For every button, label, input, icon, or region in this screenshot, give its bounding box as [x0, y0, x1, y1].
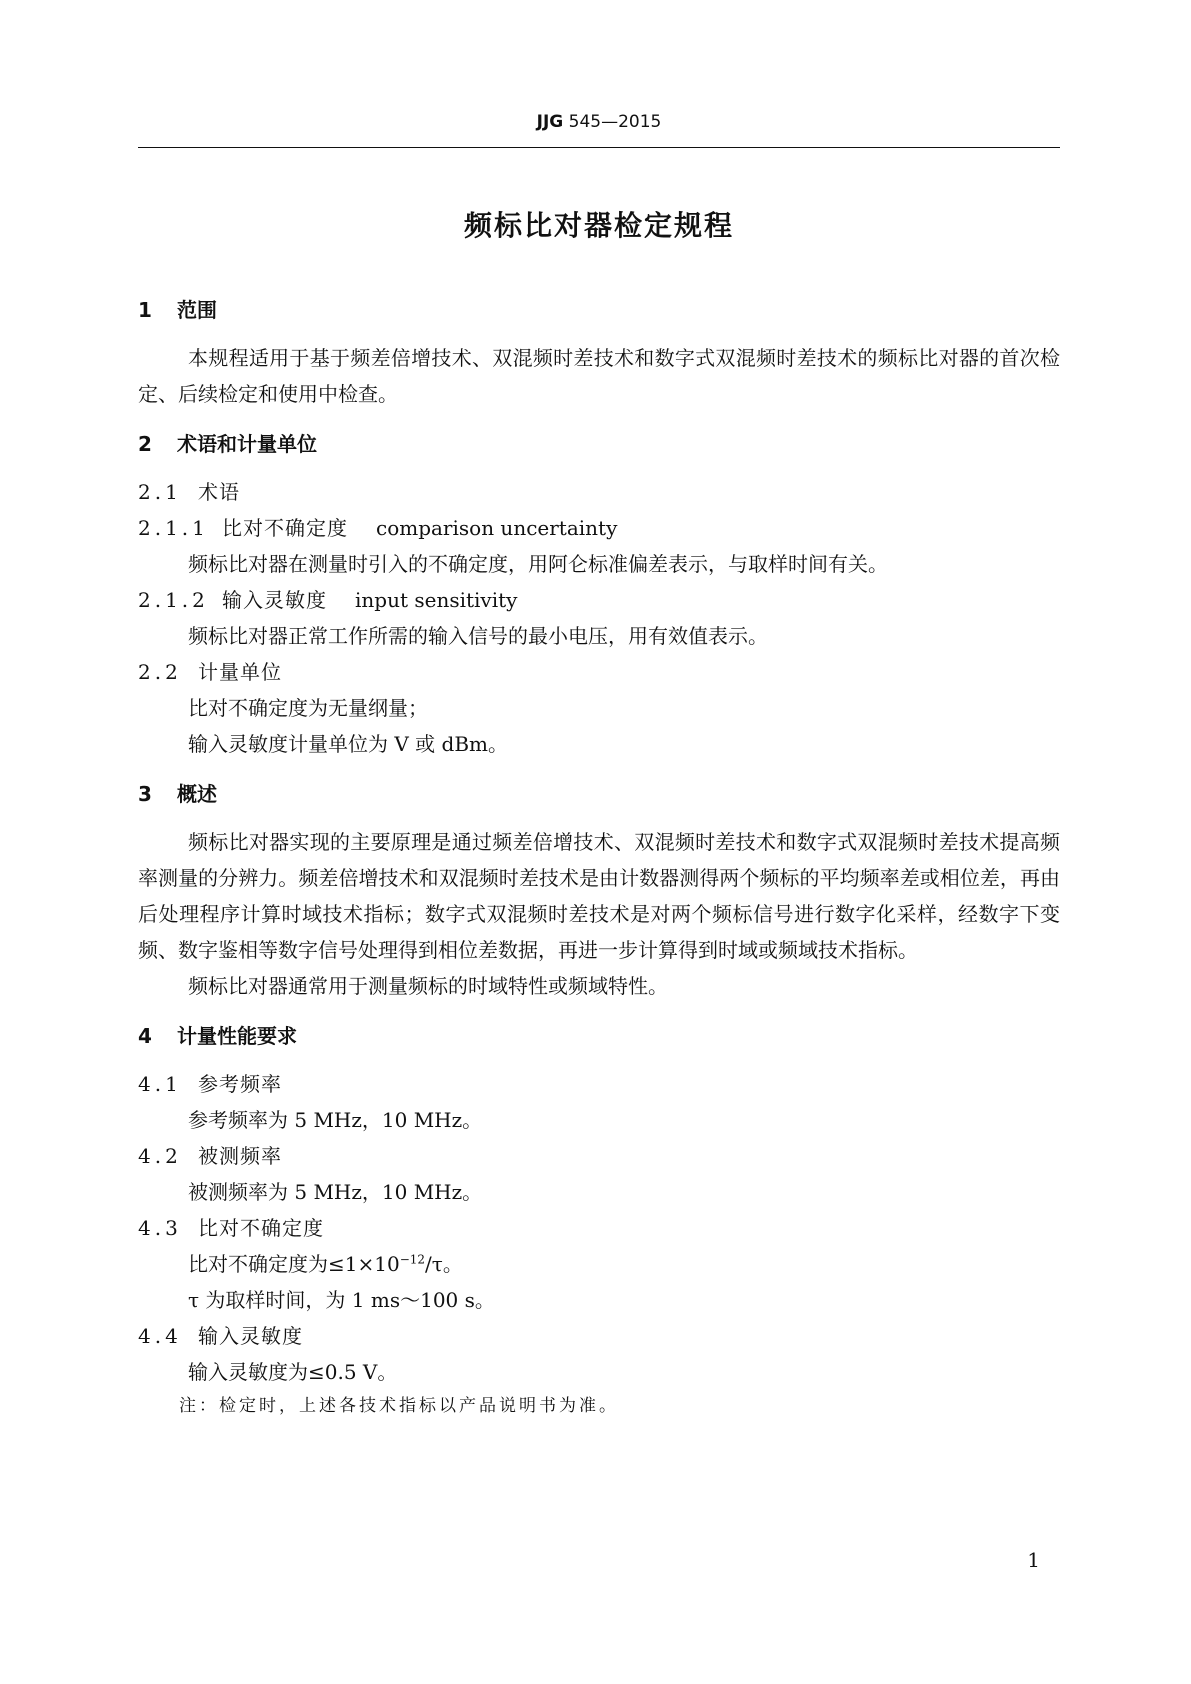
unit-line: 输入灵敏度计量单位为 V 或 dBm。	[188, 732, 508, 756]
section-number: 4	[138, 1024, 152, 1048]
formula-prefix: 比对不确定度为≤1×10	[188, 1252, 400, 1276]
subsection-number: 4.4	[138, 1324, 182, 1348]
term-title: 输入灵敏度	[222, 588, 327, 612]
subsection-title: 参考频率	[198, 1072, 282, 1096]
subsection-number: 2.1.2	[138, 588, 209, 612]
document-title: 频标比对器检定规程	[463, 209, 734, 242]
section-1-paragraph: 本规程适用于基于频差倍增技术、双混频时差技术和数字式双混频时差技术的频标比对器的首次检定、后续检定和使用中检查。	[138, 346, 1060, 406]
subsection-title: 比对不确定度	[198, 1216, 324, 1240]
requirement-text: 输入灵敏度为≤0.5 V。	[188, 1360, 398, 1384]
term-definition: 频标比对器正常工作所需的输入信号的最小电压，用有效值表示。	[188, 624, 768, 648]
subsection-4-1	[138, 1066, 1060, 1102]
subsection-2-2	[138, 654, 1060, 690]
section-title: 术语和计量单位	[177, 432, 317, 456]
subsection-title: 计量单位	[198, 660, 282, 684]
note-text: 注：检定时，上述各技术指标以产品说明书为准。	[179, 1396, 619, 1416]
header-rule	[138, 147, 1060, 148]
term-definition: 频标比对器在测量时引入的不确定度，用阿仑标准偏差表示，与取样时间有关。	[188, 552, 888, 576]
subsection-4-4	[138, 1318, 1060, 1354]
section-2-heading	[138, 426, 1060, 462]
subsection-title: 输入灵敏度	[198, 1324, 303, 1348]
section-3-paragraph: 频标比对器实现的主要原理是通过频差倍增技术、双混频时差技术和数字式双混频时差技术提高频率测量的分辨力。频差倍增技术和双混频时差技术是由计数器测得两个频标的平均频率差或相位差，再由后处理程序计算时域技术指标；数字式双混频时差技术是对两个频标信号进行数字化采样，经数字下变频、数字鉴相等数字信号处理得到相位差数据，再进一步计算得到时域或频域技术指标。	[138, 830, 1060, 962]
subsection-number: 2.1.1	[138, 516, 209, 540]
term-title: 比对不确定度	[222, 516, 348, 540]
subsection-number: 2.1	[138, 480, 182, 504]
subsection-number: 4.1	[138, 1072, 182, 1096]
standard-code-number: 545—2015	[568, 112, 662, 132]
unit-line: 比对不确定度为无量纲量；	[188, 696, 428, 720]
requirement-text: 被测频率为 5 MHz，10 MHz。	[188, 1180, 483, 1204]
subsection-title: 术语	[198, 480, 240, 504]
page-number: 1	[1027, 1548, 1040, 1572]
subsection-4-3	[138, 1210, 1060, 1246]
section-number: 2	[138, 432, 152, 456]
section-title: 计量性能要求	[177, 1024, 297, 1048]
section-1-heading	[138, 292, 1060, 328]
requirement-text	[138, 1246, 1060, 1282]
subsection-2-1	[138, 474, 1060, 510]
section-title: 范围	[177, 298, 217, 322]
subsection-2-1-2	[138, 582, 1060, 618]
section-4-heading	[138, 1018, 1060, 1054]
document-body	[138, 292, 1060, 1422]
section-number: 3	[138, 782, 152, 806]
requirement-text: 参考频率为 5 MHz，10 MHz。	[188, 1108, 483, 1132]
subsection-number: 2.2	[138, 660, 182, 684]
section-number: 1	[138, 298, 152, 322]
subsection-number: 4.3	[138, 1216, 182, 1240]
requirement-text: τ 为取样时间，为 1 ms～100 s。	[188, 1288, 495, 1312]
subsection-4-2	[138, 1138, 1060, 1174]
section-title: 概述	[177, 782, 217, 806]
subsection-title: 被测频率	[198, 1144, 282, 1168]
term-english: comparison uncertainty	[376, 516, 618, 540]
section-3-heading	[138, 776, 1060, 812]
formula-exponent: −12	[399, 1252, 426, 1267]
subsection-2-1-1	[138, 510, 1060, 546]
page-header	[138, 112, 1060, 132]
term-english: input sensitivity	[355, 588, 518, 612]
formula-suffix: /τ。	[425, 1252, 463, 1276]
subsection-number: 4.2	[138, 1144, 182, 1168]
standard-code-prefix: JJG	[536, 112, 564, 132]
section-3-paragraph: 频标比对器通常用于测量频标的时域特性或频域特性。	[188, 974, 668, 998]
